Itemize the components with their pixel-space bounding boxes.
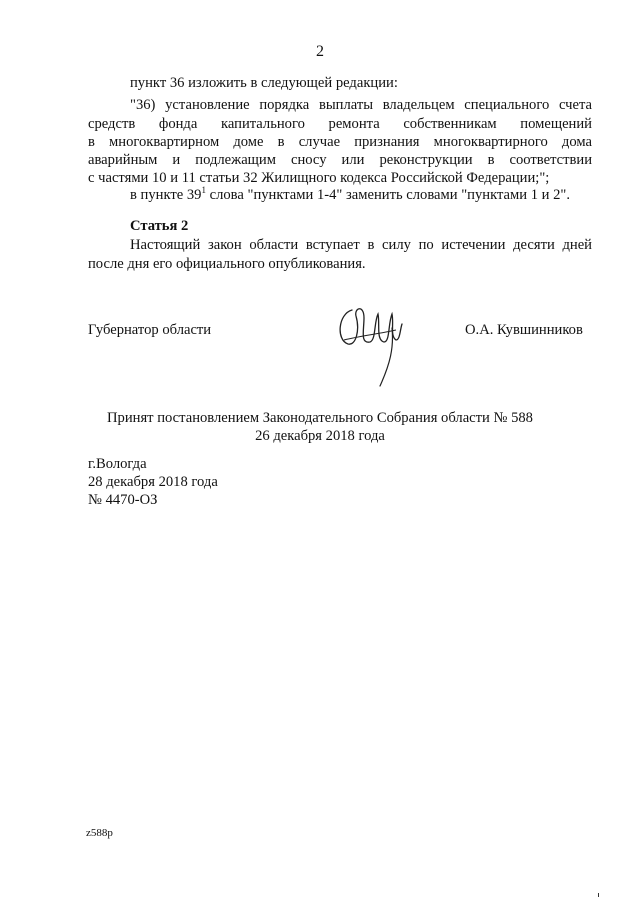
item39-superscript: 1 bbox=[201, 185, 206, 196]
article2-line-2: после дня его официального опубликования. bbox=[88, 256, 366, 272]
item36-line-3: в многоквартирном доме в случае признания многоквартирного дома bbox=[88, 134, 592, 150]
item36-line-4: аварийным и подлежащим сносу или реконструкции в соответствии bbox=[88, 152, 592, 168]
city: г.Вологда bbox=[88, 456, 147, 472]
item39-after: слова "пунктами 1-4" заменить словами "пунктами 1 и 2". bbox=[205, 187, 571, 203]
item36-line-2: средств фонда капитального ремонта собственникам помещений bbox=[88, 116, 592, 132]
handwritten-signature bbox=[330, 300, 410, 390]
amendment-intro: пункт 36 изложить в следующей редакции: bbox=[130, 75, 398, 91]
item39-before: в пункте 39 bbox=[130, 187, 202, 203]
article2-heading: Статья 2 bbox=[130, 218, 189, 234]
adoption-date: 26 декабря 2018 года bbox=[255, 428, 385, 444]
scan-mark bbox=[598, 893, 599, 897]
item36-line-5: с частями 10 и 11 статьи 32 Жилищного кодекса Российской Федерации;"; bbox=[88, 170, 550, 186]
item36-line-1: "36) установление порядка выплаты владельцем специального счета bbox=[130, 97, 592, 113]
adoption-line-1: Принят постановлением Законодательного Собрания области № 588 bbox=[107, 410, 533, 426]
law-number: № 4470-ОЗ bbox=[88, 492, 158, 508]
page-number: 2 bbox=[316, 43, 324, 60]
item39-line bbox=[130, 187, 570, 204]
signing-date: 28 декабря 2018 года bbox=[88, 474, 218, 490]
footer-code: z588p bbox=[86, 827, 113, 839]
article2-line-1: Настоящий закон области вступает в силу по истечении десяти дней bbox=[130, 237, 592, 253]
governor-name: О.А. Кувшинников bbox=[465, 322, 583, 338]
governor-title: Губернатор области bbox=[88, 322, 212, 338]
